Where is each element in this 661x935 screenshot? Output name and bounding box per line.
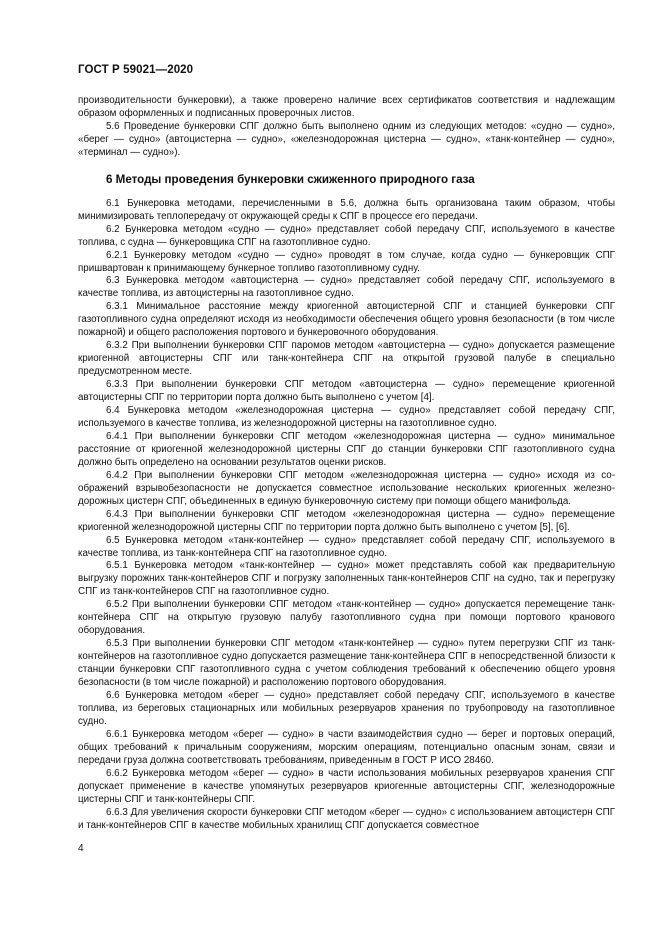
section-title: 6 Методы проведения бункеровки сжиженного природного газа xyxy=(106,172,475,186)
paragraph: 6.6.1 Бункеровка методом «берег — судно» в части взаимодействия судно — берег и портовых операций, общих требований к причальным сооружениям, морским операциям, потенциально опасным зонам, связи и передачи груза должна соответствовать требованиям, приведенным в ГОСТ Р ИСО 28460. xyxy=(78,728,615,766)
paragraph: 6.3.2 При выполнении бункеровки СПГ паромов методом «автоцистерна — судно» допускается размещение криогенной автоцистерны СПГ или танк-контейнера СПГ на открытой грузовой палубе в специально предусмотренном месте. xyxy=(78,340,615,378)
paragraph: 6.4 Бункеровка методом «железнодорожная цистерна — судно» представляет собой передачу СПГ, используемого в качестве топлива, из железнодорожной цистерны на газотопливное судно. xyxy=(78,405,615,429)
paragraph: 6.4.1 При выполнении бункеровки СПГ методом «железнодорожная цистерна — судно» минимальное расстояние от криогенной железнодорожной цистерны СПГ до станции бункеровки СПГ газотопливного судна должно быть определено на основании результатов оценки рисков. xyxy=(78,430,615,468)
paragraph: 6.5.2 При выполнении бункеровки СПГ методом «танк-контейнер — судно» допускается перемещение танк-контейнера СПГ на открытую грузовую палубу газотопливного судна при помощи портового кранового оборудования. xyxy=(78,599,615,637)
document-header: ГОСТ Р 59021—2020 xyxy=(78,64,194,76)
paragraph: производительности бункеровки), а также проверено наличие всех сертификатов соответствия и надлежащим образом оформленных и подписанных проверочных листов. xyxy=(78,95,615,119)
paragraph: 6.4.3 При выполнении бункеровки СПГ методом «железнодорожная цистерна — судно» перемещение криогенной железнодорожной цистерны СПГ по территории порта должно быть выполнено с учетом [5], [6]. xyxy=(78,508,615,533)
paragraph: 6.2.1 Бункеровку методом «судно — судно» проводят в том случае, когда судно — бункеровщик СПГ пришвартован к принимающему бункерное топливо газотопливному судну. xyxy=(78,249,615,274)
paragraph: 5.6 Проведение бункеровки СПГ должно быть выполнено одним из следующих методов: «судно — судно», «берег — судно» (автоцистерна — судно», «железнодорожная цистерна — судно», «танк-контейнер — судно», «терминал — судно»). xyxy=(78,120,615,158)
paragraph: 6.2 Бункеровка методом «судно — судно» представляет собой передачу СПГ, используемого в качестве топлива, с судна — бункеровщика СПГ на газотопливное судно. xyxy=(78,223,615,248)
paragraph: 6.3.3 При выполнении бункеровки СПГ методом «автоцистерна — судно» перемещение криогенной автоцистерны СПГ по территории порта должно быть выполнено с учетом [4]. xyxy=(78,379,615,404)
paragraph: 6.5 Бункеровка методом «танк-контейнер — судно» представляет собой передачу СПГ, используемого в качестве топлива, из танк-контейнера СПГ на газотопливное судно. xyxy=(78,534,615,559)
paragraph: 6.6 Бункеровка методом «берег — судно» представляет собой передачу СПГ, используемого в качестве топлива, из береговых стационарных или мобильных резервуаров хранения по трубопроводу на газотопливное судно. xyxy=(78,689,615,727)
paragraph: 6.5.3 При выполнении бункеровки СПГ методом «танк-контейнер — судно» путем перегрузки СПГ из танк-контейнеров на газотопливное судно допускается размещение танк-контейнера СПГ в непосредственной близости к станции бункеровки СПГ газотопливного судна с учетом соблюдения требований к обеспечению общего уровня безопасности (в том числе пожарной) и расположению портового оборудования. xyxy=(78,638,615,689)
paragraph: 6.5.1 Бункеровка методом «танк-контейнер — судно» может представлять собой как предварительную выгрузку порожних танк-контейнеров СПГ и погрузку заполненных танк-контейнеров СПГ на судно, так и перегрузку СПГ из танк-контейнеров СПГ на газотопливное судно. xyxy=(78,560,615,598)
paragraph: 6.4.2 При выполнении бункеровки СПГ методом «железнодорожная цистерна — судно» исходя из соображений взрывобезопасности не допускается совместное использование нескольких криогенных железнодорожных цистерн СПГ, объединенных в единую бункеровочную систему при помощи общего манифольда. xyxy=(78,469,615,507)
paragraph: 6.3 Бункеровка методом «автоцистерна — судно» представляет собой передачу СПГ, используемого в качестве топлива, из автоцистерны на газотопливное судно. xyxy=(78,275,615,300)
paragraph: 6.6.2 Бункеровка методом «берег — судно» в части использования мобильных резервуаров хранения СПГ допускает применение в качестве упомянутых резервуаров криогенные автоцистерны СПГ, железнодорожные цистерны СПГ и танк-контейнеры СПГ. xyxy=(78,767,615,805)
paragraph: 6.1 Бункеровка методами, перечисленными в 5.6, должна быть организована таким образом, чтобы минимизировать теплопередачу от окружающей среды к СПГ в процессе его передачи. xyxy=(78,197,615,222)
paragraph: 6.6.3 Для увеличения скорости бункеровки СПГ методом «берег — судно» с использованием автоцистерн СПГ и танк-контейнеров СПГ в качестве мобильных хранилищ СПГ допускается совместное xyxy=(78,806,615,831)
page-content xyxy=(78,95,615,832)
page-number: 4 xyxy=(78,843,84,854)
paragraph: 6.3.1 Минимальное расстояние между криогенной автоцистерной СПГ и станцией бункеровки СПГ газотопливного судна определяют исходя из необходимости обеспечения общего уровня безопасности (в том числе пожарной) и общего расположения портового и бункеровочного оборудования. xyxy=(78,301,615,339)
